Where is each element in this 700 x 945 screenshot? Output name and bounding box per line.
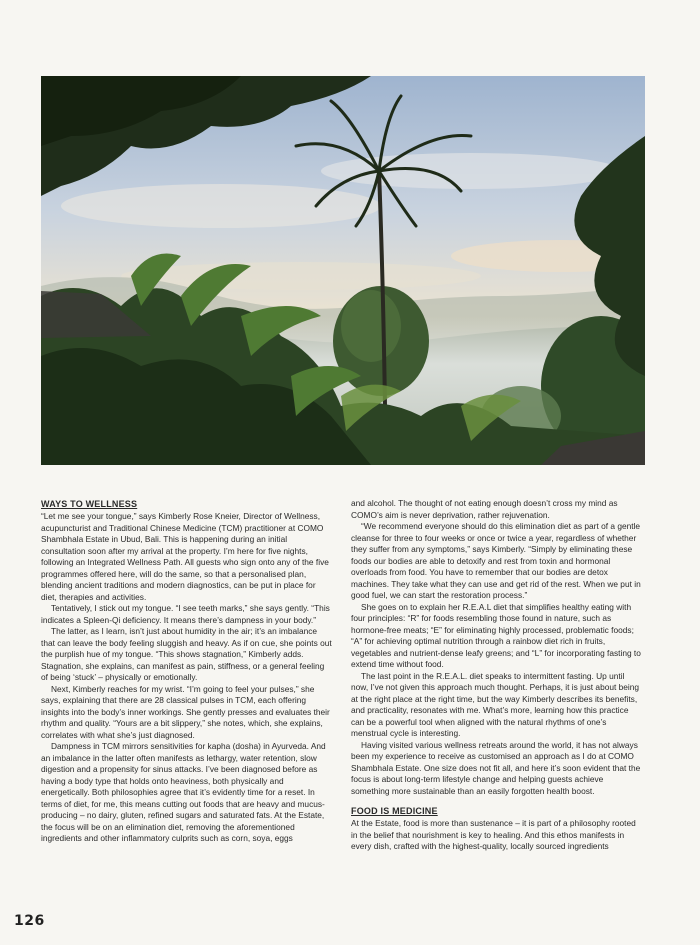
paragraph: Next, Kimberly reaches for my wrist. “I’m going to feel your pulses,” she says, explaining that there are 28 classical pulses in TCM, each offering insights into the body’s inner workings. She gently presses and evaluates their rhythm and quality. “Yours are a bit slippery,” she notes, which, she explains, correlates with what she’s just diagnosed. [41, 683, 330, 740]
section-heading-food-is-medicine: FOOD IS MEDICINE [351, 806, 438, 816]
paragraph: At the Estate, food is more than sustenance – it is part of a philosophy rooted in the belief that nourishment is key to healing. And this ethos manifests in every dish, crafted with the highest-quality, locally sourced ingredients [351, 818, 636, 851]
palm-landscape-image [41, 76, 645, 465]
section-heading-ways-to-wellness: WAYS TO WELLNESS [41, 499, 138, 509]
paragraph: She goes on to explain her R.E.A.L diet that simplifies healthy eating with four principles: “R” for foods resembling those found in nature, such as hormone-free meats; “E” for eliminating highly processed, problematic foods; “A” for achieving optimal nutrition through a rainbow diet rich in fruits, vegetables and nutrient-dense leafy greens; and “L” for incorporating fasting to extend time without food. [351, 601, 641, 669]
paragraph: Dampness in TCM mirrors sensitivities for kapha (dosha) in Ayurveda. And an imbalance in the latter often manifests as lethargy, water retention, slow digestion and a propensity for sinus attacks. I’ve been diagnosed before as having a body type that holds onto heaviness, both physically and energetically. Both philosophies agree that it’s evidently time for a reset. In terms of diet, for me, this means cutting out foods that are heavy and mucus-producing – no dairy, gluten, refined sugars and saturated fats. At the Estate, the focus will be on an elimination diet, removing the aforementioned ingredients and other inflammatory culprits such as corn, soya, eggs [41, 741, 326, 843]
paragraph: Having visited various wellness retreats around the world, it has not always been my experience to receive as customised an approach as I do at COMO Shambhala Estate. One size does not fit all, and here it’s soon evident that the focus is about long-term lifestyle change and helping guests achieve something more sustainable than an easily forgotten health boost. [351, 739, 641, 796]
paragraph: “Let me see your tongue,” says Kimberly Rose Kneier, Director of Wellness, acupuncturist and Traditional Chinese Medicine (TCM) practitioner at COMO Shambhala Estate in Ubud, Bali. This is happening during an initial consultation soon after my arrival at the property. I’m here for five nights, following an Integrated Wellness Path. All guests who sign onto any of the five programmes offered here, will do the same, so that a personalised plan, blending ancient traditions and modern diagnostics, can be put in place for diet, therapies and activities. [41, 511, 329, 602]
left-column [41, 498, 332, 845]
paragraph: The last point in the R.E.A.L. diet speaks to intermittent fasting. Up until now, I’ve not given this approach much thought. Perhaps, it is just about being at the right place at the right time, but the way Kimberly describes its benefits, and practicality, resonates with me. What’s more, learning how this practice can be a powerful tool when aligned with the natural rhythms of one’s menstrual cycle is interesting. [351, 670, 640, 738]
page-number: 126 [14, 913, 45, 929]
paragraph: and alcohol. The thought of not eating enough doesn’t cross my mind as COMO’s aim is never deprivation, rather rejuvenation. [351, 498, 618, 520]
paragraph: The latter, as I learn, isn’t just about humidity in the air; it’s an imbalance that can leave the body feeling sluggish and heavy. As if on cue, she points out the purplish hue of my tongue. “This shows stagnation,” Kimberly adds. Stagnation, she explains, can manifest as pain, stiffness, or a general feeling of being ‘stuck’ – physically or emotionally. [41, 626, 332, 682]
paragraph: “We recommend everyone should do this elimination diet as part of a gentle cleanse for three to four weeks or once or twice a year, regardless of whether they suffer from any symptoms,” says Kimberly. “Simply by eliminating these foods our bodies are able to detoxify and rest from toxin and hormonal overloads from food. You have to remember that our bodies are detox machines. They take what they can use and get rid of the rest. When we put in good fuel, we can start the restoration process.” [351, 521, 641, 600]
right-column [351, 498, 642, 853]
hero-photo [41, 76, 645, 465]
paragraph: Tentatively, I stick out my tongue. “I see teeth marks,” she says gently. “This indicates a Spleen-Qi deficiency. It means there’s dampness in your body.” [41, 603, 330, 625]
